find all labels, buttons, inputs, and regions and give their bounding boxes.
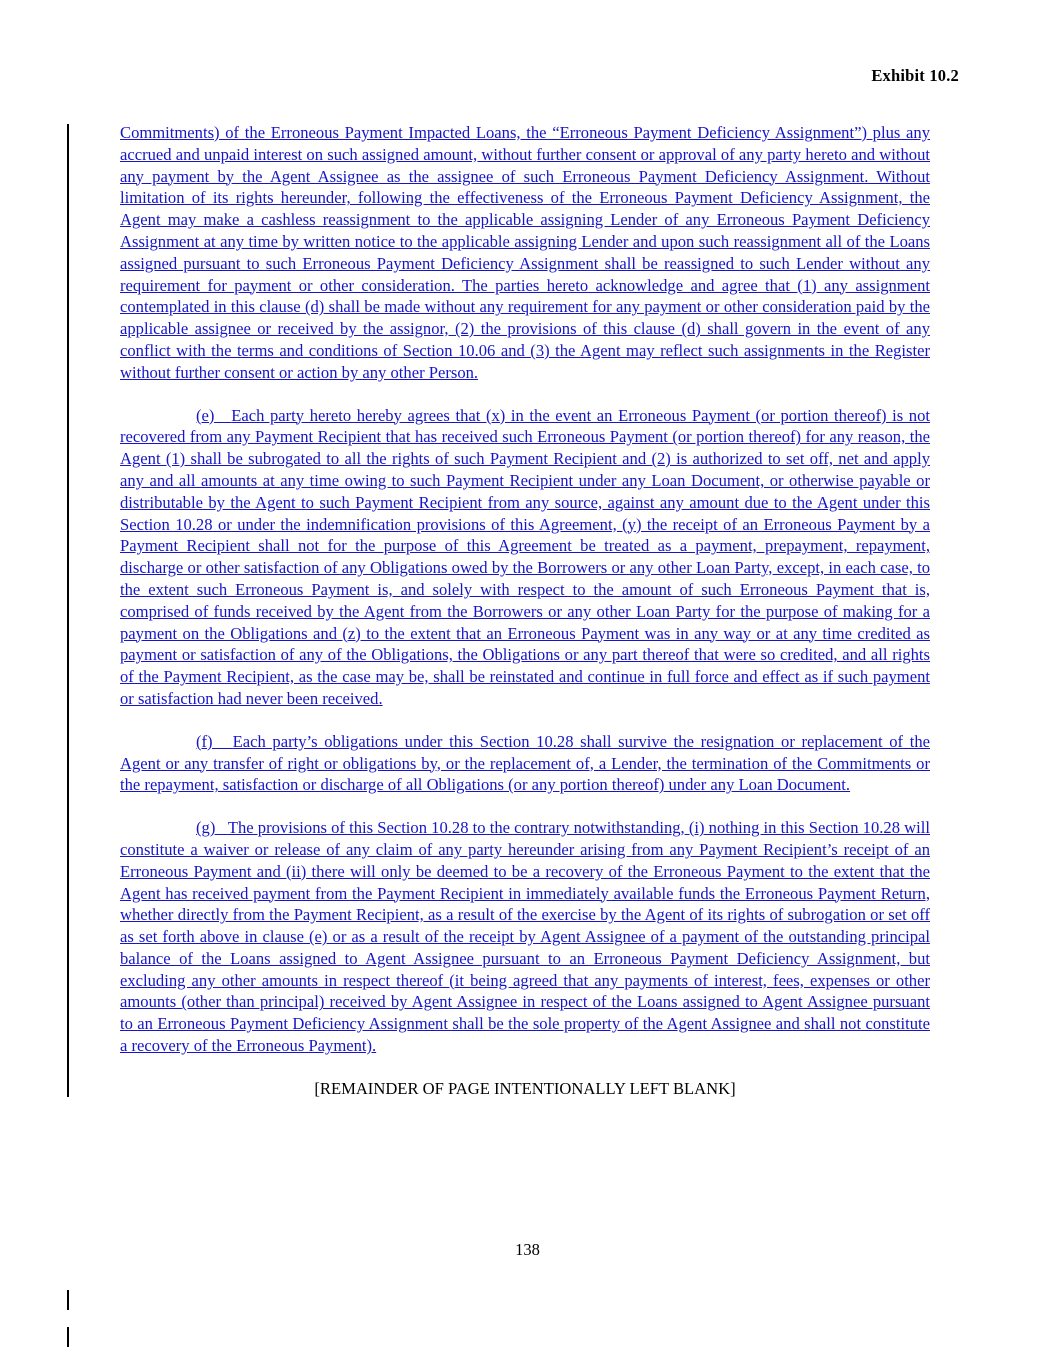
change-bar	[67, 407, 69, 751]
paragraph-text: Commitments) of the Erroneous Payment Impacted Loans, the “Erroneous Payment Deficiency Assignment”) plus any accrued and unpaid interest on such assigned amount, without further consent or approval of any party hereto and without any payment by the Agent Assignee as the assignee of such Erroneous Payment Deficiency Assignment. Without limitation of its rights hereunder, following the effectiveness of the Erroneous Payment Deficiency Assignment, the Agent may make a cashless reassignment to the applicable assigning Lender of any Erroneous Payment Deficiency Assignment at any time by written notice to the applicable assigning Lender and upon such reassignment all of the Loans assigned pursuant to such Erroneous Payment Deficiency Assignment shall be reassigned to such Lender without any requirement for payment or other consideration. The parties hereto acknowledge and agree that (1) any assignment contemplated in this clause (d) shall be made without any requirement for any payment or other consideration paid by the applicable assignee or received by the assignor, (2) the provisions of this clause (d) shall govern in the event of any conflict with the terms and conditions of Section 10.06 and (3) the Agent may reflect such assignments in the Register without further consent or action by any other Person.	[120, 123, 930, 382]
paragraph-g	[120, 817, 930, 1057]
change-bar	[67, 124, 69, 424]
change-bar	[67, 733, 69, 819]
paragraph-text: Each party’s obligations under this Section 10.28 shall survive the resignation or replacement of the Agent or any transfer of right or obligations by, or the replacement of, a Lender, the termination of the Commitments or the repayment, satisfaction or discharge of all Obligations (or any portion thereof) under any Loan Document.	[120, 731, 930, 795]
paragraph-text: Each party hereto hereby agrees that (x) in the event an Erroneous Payment (or portion thereof) is not recovered from any Payment Recipient that has received such Erroneous Payment (or portion thereof) for any reason, the Agent (1) shall be subrogated to all the rights of such Payment Recipient and (2) is authorized to set off, net and apply any and all amounts at any time owing to such Payment Recipient under any Loan Document, or otherwise payable or distributable by the Agent to such Payment Recipient from any source, against any amount due to the Agent under this Section 10.28 or under the indemnification provisions of this Agreement, (y) the receipt of an Erroneous Payment by a Payment Recipient shall not for the purpose of this Agreement be treated as a payment, prepayment, repayment, discharge or other satisfaction of any Obligations owed by the Borrowers or any other Loan Party, except, in each case, to the extent such Erroneous Payment is, and solely with respect to the amount of such Erroneous Payment that is, comprised of funds received by the Agent from the Borrowers or any other Loan Party for the purpose of making for a payment on the Obligations and (z) to the extent that an Erroneous Payment was in any way or at any time credited as payment or satisfaction of any of the Obligations, the Obligations or any part thereof that were so credited, and all rights of the Payment Recipient, as the case may be, shall be reinstated and continue in full force and effect as if such payment or satisfaction had never been received.	[120, 405, 931, 708]
paragraph-text: The provisions of this Section 10.28 to the contrary notwithstanding, (i) nothing in this Section 10.28 will constitute a waiver or release of any claim of any party hereunder arising from any Payment Recipient’s receipt of an Erroneous Payment and (ii) there will only be deemed to be a recovery of the Erroneous Payment to the extent that the Agent has received payment from the Payment Recipient in immediately available funds the Erroneous Payment Return, whether directly from the Payment Recipient, as a result of the exercise by the Agent of its rights of subrogation or set off as set forth above in clause (e) or as a result of the receipt by Agent Assignee of a payment of the outstanding principal balance of the Loans assigned to Agent Assignee pursuant to an Erroneous Payment Deficiency Assignment, but excluding any other amounts in respect thereof (it being agreed that any payments of interest, fees, expenses or other amounts (other than principal) received by Agent Assignee in respect of the Loans assigned to Agent Assignee pursuant to an Erroneous Payment Deficiency Assignment shall be the sole property of the Agent Assignee and shall not constitute a recovery of the Erroneous Payment).	[120, 818, 930, 1056]
exhibit-label: Exhibit 10.2	[871, 66, 959, 85]
paragraph-f	[120, 731, 930, 796]
change-bar-footer-2	[67, 1327, 69, 1347]
paragraph-letter-g: (g)	[196, 818, 216, 838]
document-body	[120, 122, 930, 1100]
change-bar	[67, 819, 69, 1097]
page-number: 138	[515, 1240, 540, 1259]
paragraph-letter-e: (e)	[196, 405, 215, 425]
paragraph-letter-f: (f)	[196, 731, 213, 751]
paragraph-e	[120, 405, 930, 710]
remainder-of-page-note: [REMAINDER OF PAGE INTENTIONALLY LEFT BLANK]	[314, 1078, 736, 1098]
change-bar-footer-1	[67, 1290, 69, 1310]
paragraph-continued	[120, 122, 930, 384]
